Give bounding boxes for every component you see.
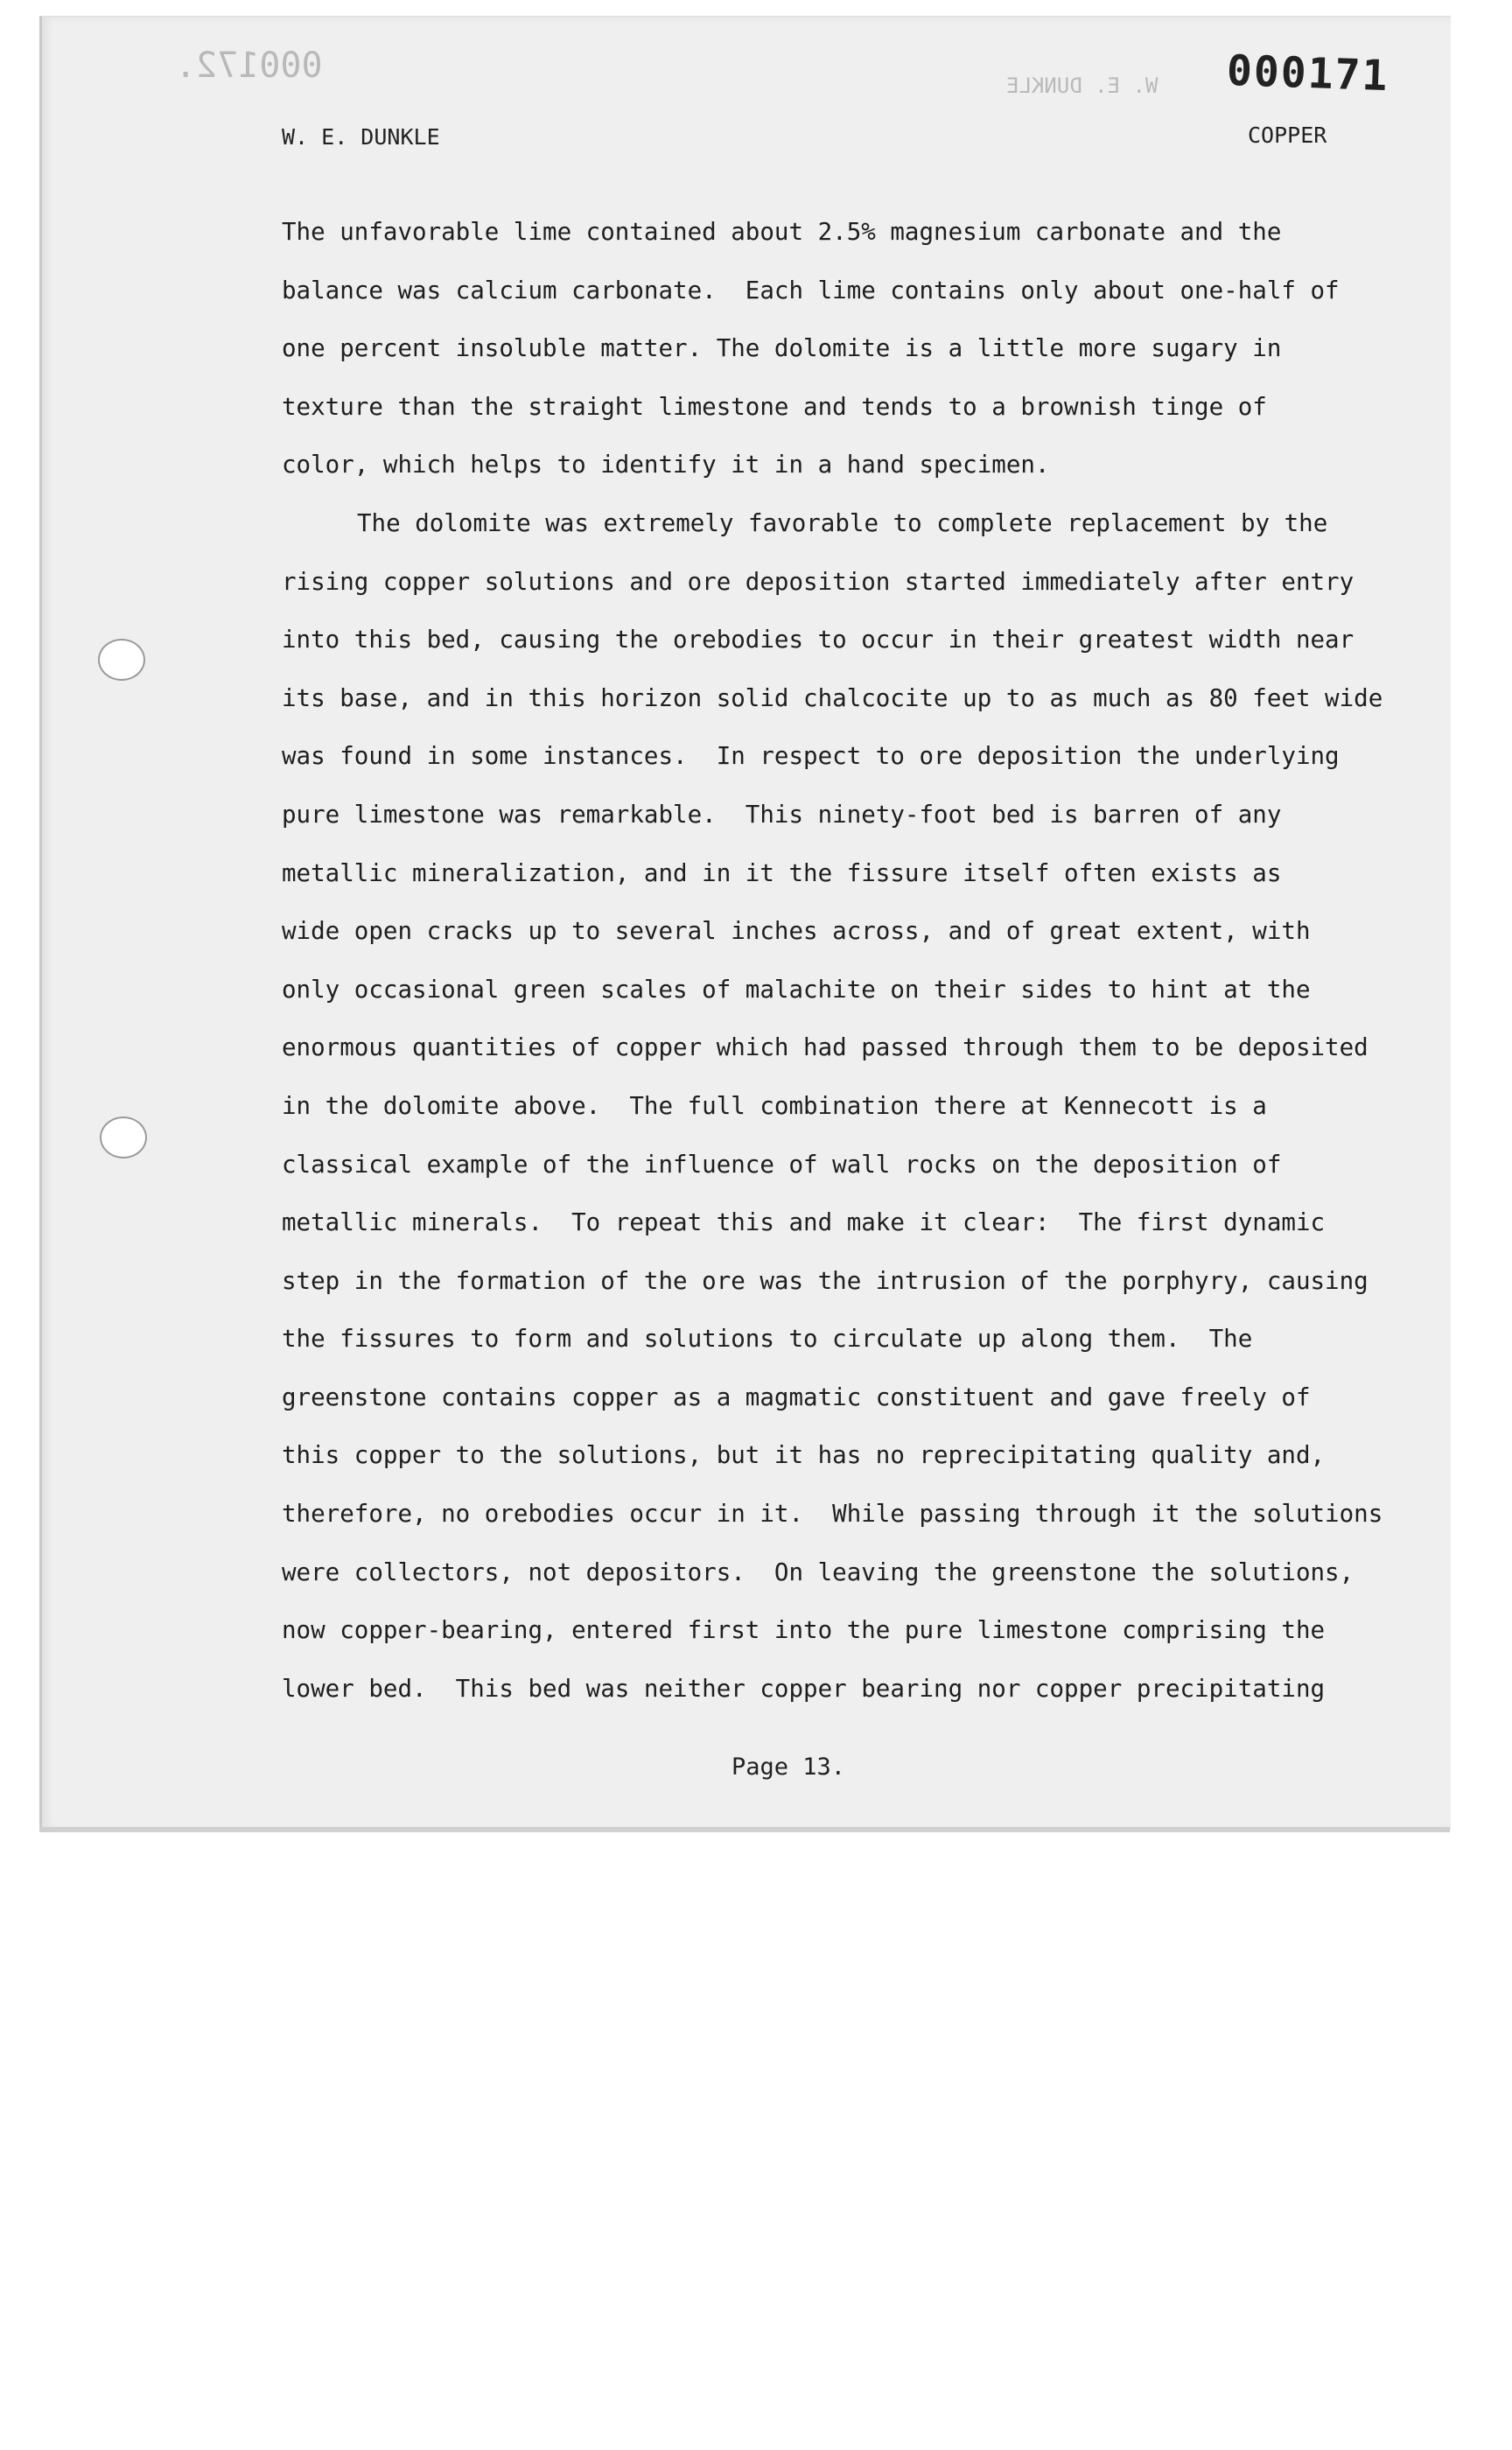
text-line: The unfavorable lime contained about 2.5% magnesium carbonate and the xyxy=(282,218,1282,246)
text-line: lower bed. This bed was neither copper bearing nor copper precipitating xyxy=(282,1674,1326,1703)
text-line: its base, and in this horizon solid chalcocite up to as much as 80 feet wide xyxy=(282,683,1383,712)
text-line: only occasional green scales of malachite on their sides to hint at the xyxy=(282,975,1311,1004)
text-line: now copper-bearing, entered first into the pure limestone comprising the xyxy=(282,1616,1326,1645)
text-line: into this bed, causing the orebodies to occur in their greatest width near xyxy=(282,626,1354,654)
page-number: Page 13. xyxy=(732,1754,846,1781)
text-line: the fissures to form and solutions to circulate up along them. The xyxy=(282,1325,1253,1354)
text-line: therefore, no orebodies occur in it. While passing through it the solutions xyxy=(282,1500,1383,1529)
text-line: this copper to the solutions, but it has no reprecipitating quality and, xyxy=(282,1441,1326,1470)
text-line: enormous quantities of copper which had passed through them to be deposited xyxy=(282,1033,1368,1062)
page-bottom-edge xyxy=(39,1827,1450,1832)
punch-hole-lower xyxy=(100,1116,147,1158)
header-author: W. E. DUNKLE xyxy=(282,124,440,150)
text-line: balance was calcium carbonate. Each lime contains only about one-half of xyxy=(282,276,1340,304)
text-line: The dolomite was extremely favorable to complete replacement by the xyxy=(357,508,1328,537)
text-line: metallic mineralization, and in it the fissure itself often exists as xyxy=(282,858,1282,887)
text-line: in the dolomite above. The full combination there at Kennecott is a xyxy=(282,1091,1267,1120)
punch-hole-upper xyxy=(98,639,145,681)
text-line: color, which helps to identify it in a hand specimen. xyxy=(282,451,1050,480)
text-line: pure limestone was remarkable. This ninety-foot bed is barren of any xyxy=(282,800,1282,829)
show-through-mark: W. E. DUNKLE xyxy=(1006,74,1158,98)
text-line: greenstone contains copper as a magmatic constituent and gave freely of xyxy=(282,1382,1311,1411)
header-subject: COPPER xyxy=(1248,122,1327,148)
text-line: rising copper solutions and ore deposition started immediately after entry xyxy=(282,567,1354,596)
show-through-mark: 000172. xyxy=(175,46,323,86)
text-line: wide open cracks up to several inches across, and of great extent, with xyxy=(282,917,1311,946)
text-line: was found in some instances. In respect to ore deposition the underlying xyxy=(282,742,1340,771)
document-stamp-number: 000171 xyxy=(1226,46,1390,102)
body-text xyxy=(282,203,1419,1718)
text-line: classical example of the influence of wall rocks on the deposition of xyxy=(282,1150,1282,1179)
text-line: step in the formation of the ore was the intrusion of the porphyry, causing xyxy=(282,1266,1368,1295)
text-line: were collectors, not depositors. On leaving the greenstone the solutions, xyxy=(282,1558,1354,1586)
text-line: metallic minerals. To repeat this and make it clear: The first dynamic xyxy=(282,1208,1326,1237)
text-line: texture than the straight limestone and tends to a brownish tinge of xyxy=(282,392,1267,421)
text-line: one percent insoluble matter. The dolomite is a little more sugary in xyxy=(282,334,1282,363)
